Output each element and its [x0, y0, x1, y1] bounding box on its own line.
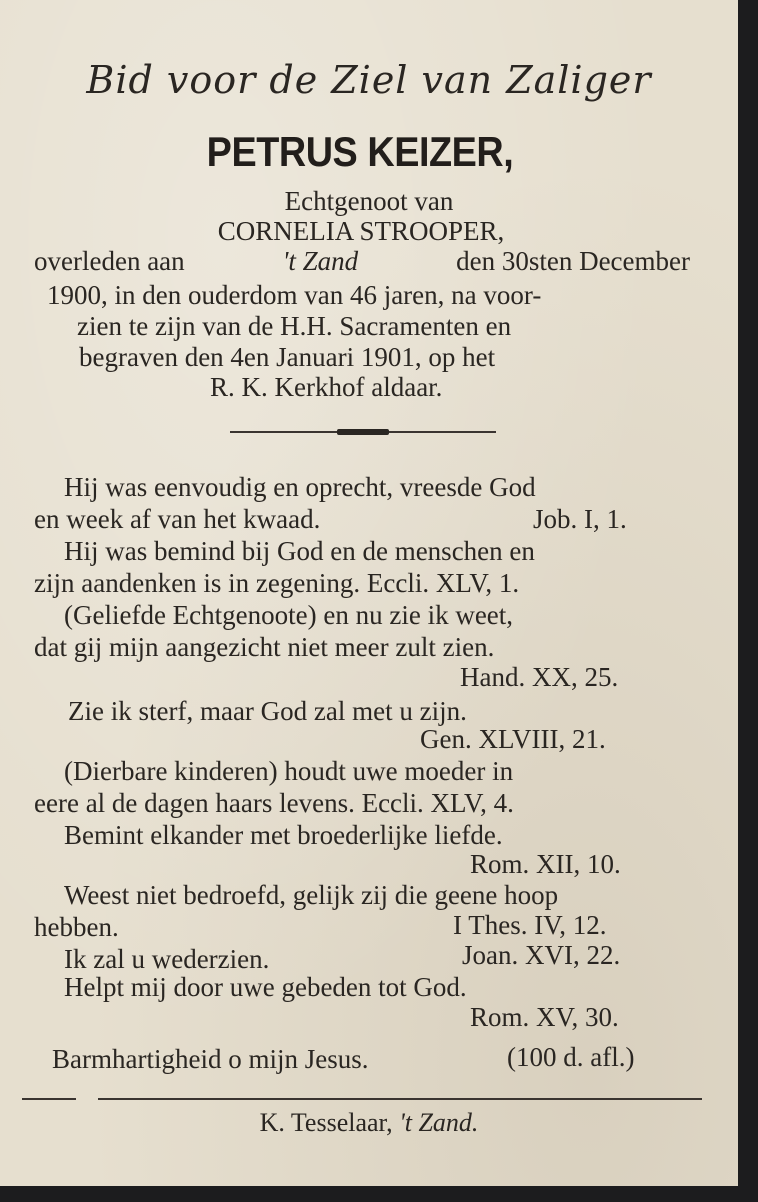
- details-line-4: begraven den 4en Januari 1901, op het: [79, 342, 496, 372]
- details-line-3: zien te zijn van de H.H. Sacramenten en: [77, 311, 512, 341]
- verse-line: Weest niet bedroefd, gelijk zij die geene hoop: [64, 880, 559, 910]
- printer-name: K. Tesselaar,: [259, 1108, 393, 1137]
- details-date: den 30sten December: [456, 246, 690, 276]
- verse-line: Hij was bemind bij God en de menschen en: [64, 536, 535, 566]
- closing-prayer: Barmhartigheid o mijn Jesus.: [52, 1044, 369, 1074]
- verse-line: Zie ik sterf, maar God zal met u zijn.: [68, 696, 467, 726]
- card-heading: Bid voor de Ziel van Zaliger: [86, 58, 652, 102]
- verse-line: (Dierbare kinderen) houdt uwe moeder in: [64, 756, 514, 786]
- spouse-name: CORNELIA STROOPER,: [217, 216, 505, 246]
- printer-credit: [0, 1108, 738, 1138]
- verse-line: Hij was eenvoudig en oprecht, vreesde God: [64, 472, 536, 502]
- details-line-5: R. K. Kerkhof aldaar.: [210, 372, 443, 402]
- details-line-1: [34, 246, 690, 277]
- verse-line: (Geliefde Echtgenoote) en nu zie ik weet,: [64, 600, 514, 630]
- verse-reference: Job. I, 1.: [533, 504, 627, 534]
- details-line-2: 1900, in den ouderdom van 46 jaren, na voor-: [47, 280, 542, 310]
- details-place: 't Zand: [282, 246, 359, 276]
- verse-line: hebben.: [34, 912, 119, 942]
- verse-reference: Rom. XII, 10.: [470, 849, 621, 879]
- details-text: overleden aan: [34, 246, 185, 276]
- verse-reference: I Thes. IV, 12.: [453, 910, 607, 940]
- divider-ornament: [337, 429, 389, 435]
- verse-reference: Joan. XVI, 22.: [462, 940, 621, 970]
- verse-line: eere al de dagen haars levens. Eccli. XLV, 4.: [34, 788, 514, 818]
- deceased-name: PETRUS KEIZER,: [206, 128, 514, 175]
- verse-line: Bemint elkander met broederlijke liefde.: [64, 820, 503, 850]
- bottom-rule-left: [22, 1098, 76, 1100]
- verse-line: Helpt mij door uwe gebeden tot God.: [64, 972, 467, 1002]
- printer-place: 't Zand.: [399, 1108, 479, 1137]
- verse-reference: Gen. XLVIII, 21.: [420, 724, 606, 754]
- verse-line: dat gij mijn aangezicht niet meer zult zien.: [34, 632, 495, 662]
- verse-line: zijn aandenken is in zegening. Eccli. XLV, 1.: [34, 568, 520, 598]
- verse-line: en week af van het kwaad.: [34, 504, 321, 534]
- bottom-rule: [98, 1098, 702, 1100]
- spouse-intro: Echtgenoot van: [284, 186, 454, 216]
- indulgence-note: (100 d. afl.): [507, 1042, 635, 1072]
- verse-reference: Hand. XX, 25.: [460, 662, 619, 692]
- verse-reference: Rom. XV, 30.: [470, 1002, 619, 1032]
- verse-line: Ik zal u wederzien.: [64, 944, 270, 974]
